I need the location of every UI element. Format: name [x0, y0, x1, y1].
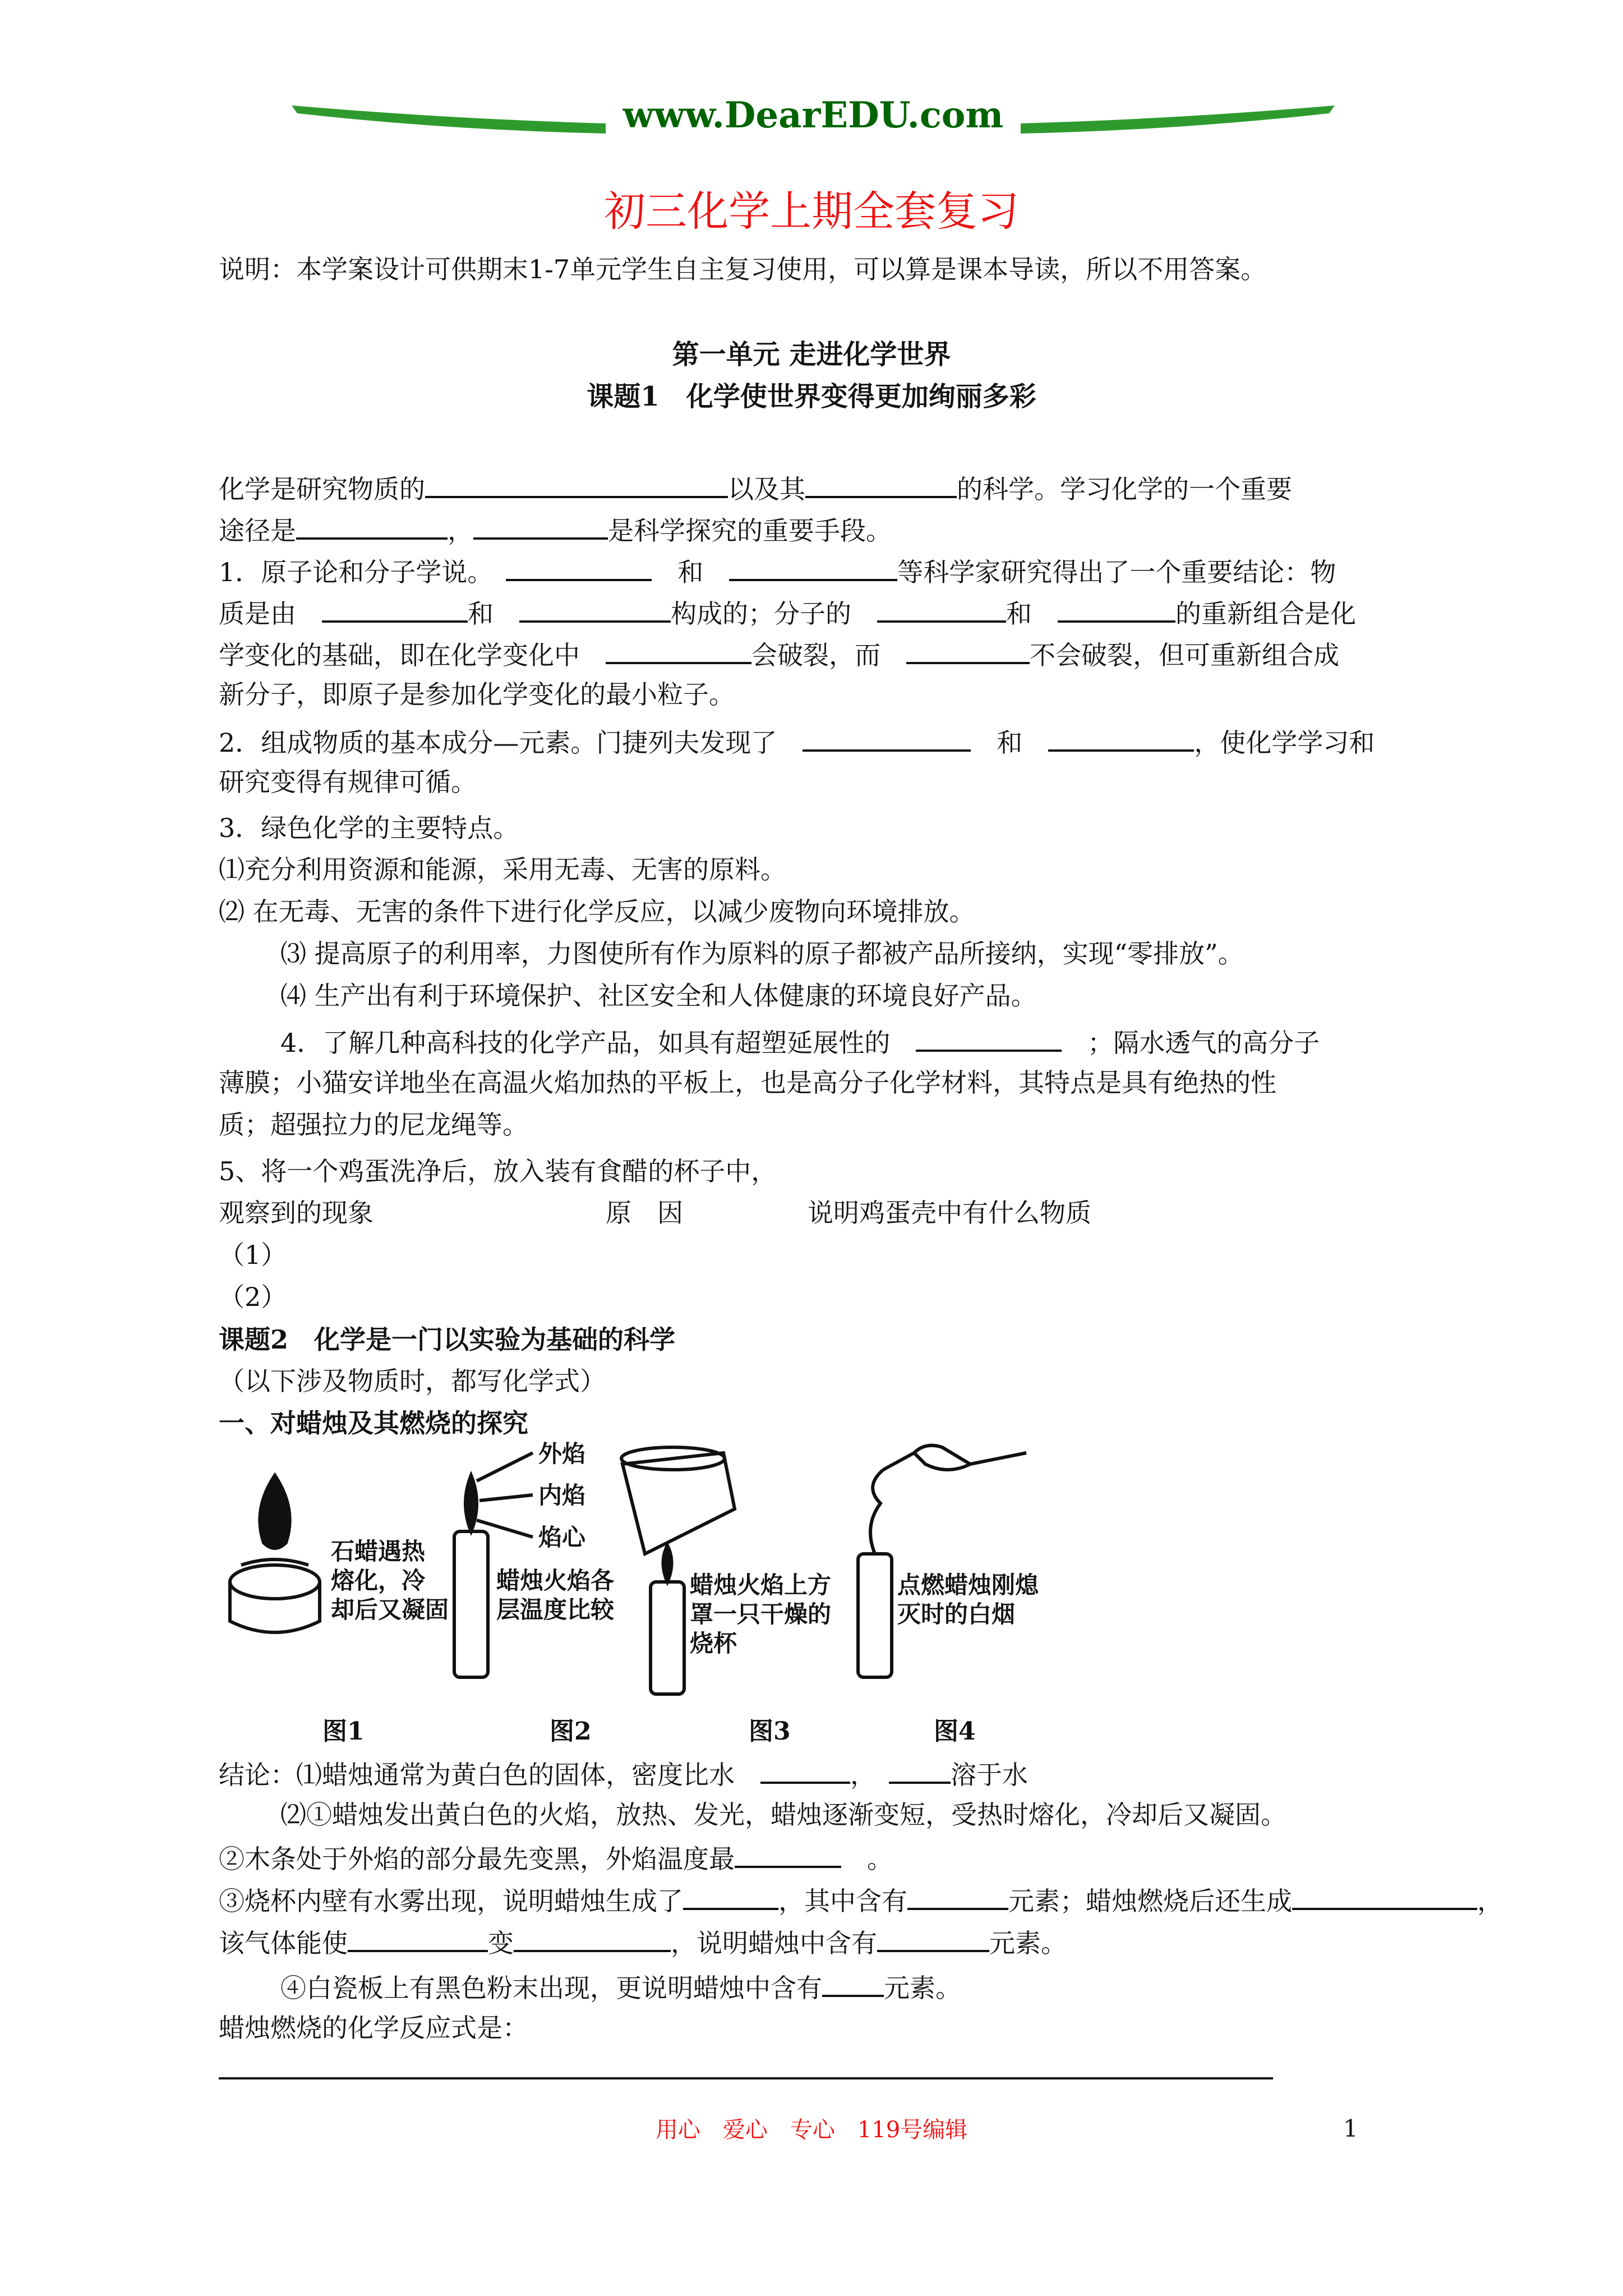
- paragraph-line: ⑶ 提高原子的利用率，力图使所有作为原料的原子都被产品所接纳，实现“零排放”。: [280, 938, 1244, 969]
- footer-text: 用心 爱心 专心 119号编辑: [655, 2117, 968, 2143]
- svg-text:层温度比较: 层温度比较: [496, 1596, 615, 1623]
- paragraph-line: 化学是研究物质的 以及其 的科学。学习化学的一个重要: [219, 470, 1292, 506]
- fill-blank[interactable]: [683, 1882, 778, 1910]
- paragraph-line: 该气体能使 变 ，说明蜡烛中含有 元素。: [219, 1924, 1067, 1960]
- paragraph-line: 薄膜；小猫安详地坐在高温火焰加热的平板上，也是高分子化学材料，其特点是具有绝热的性: [219, 1068, 1276, 1098]
- fig4-label: 点燃蜡烛刚熄: [897, 1571, 1039, 1599]
- table-header: 原 因: [606, 1198, 683, 1228]
- flame-outer-label: 外焰: [538, 1442, 586, 1467]
- unit-heading: 第一单元 走进化学世界: [672, 339, 951, 370]
- fill-blank[interactable]: [916, 1024, 1062, 1052]
- section-heading: 一、对蜡烛及其燃烧的探究: [219, 1408, 528, 1438]
- fill-blank[interactable]: [803, 724, 971, 752]
- fill-blank[interactable]: [425, 470, 728, 498]
- fig3-label: 蜡烛火焰上方: [690, 1571, 832, 1599]
- intro-text: 说明：本学案设计可供期末1-7单元学生自主复习使用，可以算是课本导读，所以不用答案。: [219, 254, 1267, 284]
- svg-text:罩一只干燥的: 罩一只干燥的: [690, 1600, 832, 1628]
- logo-text: www.DearEDU.com: [623, 94, 1004, 136]
- paragraph-line: 研究变得有规律可循。: [219, 767, 477, 797]
- fig1-label: 石蜡遇热: [331, 1538, 426, 1565]
- table-header: 观察到的现象: [219, 1198, 374, 1228]
- table-row: （2）: [219, 1282, 287, 1312]
- flame-inner-label: 内焰: [538, 1481, 586, 1509]
- fill-blank[interactable]: [907, 1882, 1008, 1910]
- fill-blank[interactable]: [805, 470, 957, 498]
- paragraph-line: 4．了解几种高科技的化学产品，如具有超塑延展性的 ；隔水透气的高分子: [280, 1024, 1320, 1060]
- paragraph-line: 蜡烛燃烧的化学反应式是：: [219, 2013, 528, 2043]
- fill-blank[interactable]: [606, 636, 751, 664]
- fill-blank[interactable]: [519, 595, 671, 623]
- paragraph-line: 途径是 ， 是科学探究的重要手段。: [219, 512, 892, 547]
- fill-blank[interactable]: [506, 553, 652, 581]
- fig-caption: 图2: [550, 1717, 592, 1746]
- header-logo: [292, 84, 1335, 157]
- flame-core-label: 焰心: [538, 1524, 586, 1551]
- fill-blank[interactable]: [296, 512, 448, 540]
- fill-blank[interactable]: [322, 595, 468, 623]
- answer-line[interactable]: [219, 2077, 1273, 2079]
- table-header: 说明鸡蛋壳中有什么物质: [808, 1198, 1091, 1228]
- paragraph-line: ④白瓷板上有黑色粉末出现，更说明蜡烛中含有 元素。: [280, 1969, 961, 2005]
- fill-blank[interactable]: [348, 1924, 488, 1952]
- paragraph-line: 2．组成物质的基本成分—元素。门捷列夫发现了 和 ，使化学学习和: [219, 724, 1375, 760]
- fill-blank[interactable]: [889, 1756, 951, 1784]
- paragraph-line: ⑵ 在无毒、无害的条件下进行化学反应，以减少废物向环境排放。: [219, 896, 975, 927]
- table-row: （1）: [219, 1240, 287, 1270]
- lesson1-heading: 课题1 化学使世界变得更加绚丽多彩: [587, 381, 1036, 412]
- paragraph-line: ⑵①蜡烛发出黄白色的火焰，放热、发光，蜡烛逐渐变短，受热时熔化，冷却后又凝固。: [280, 1800, 1287, 1830]
- page-number: 1: [1343, 2115, 1358, 2142]
- paragraph-line: 3．绿色化学的主要特点。: [219, 813, 519, 843]
- fill-blank[interactable]: [729, 553, 897, 581]
- fig-caption: 图1: [322, 1717, 365, 1746]
- fill-blank[interactable]: [735, 1840, 841, 1868]
- paragraph-line: 质；超强拉力的尼龙绳等。: [219, 1110, 528, 1140]
- paragraph-line: 1．原子论和分子学说。 和 等科学家研究得出了一个重要结论：物: [219, 553, 1336, 589]
- fill-blank[interactable]: [1292, 1882, 1477, 1910]
- fill-blank[interactable]: [877, 1924, 989, 1952]
- paragraph-line: ③烧杯内壁有水雾出现，说明蜡烛生成了 ，其中含有 元素；蜡烛燃烧后还生成 ，: [219, 1882, 1503, 1918]
- lesson2-heading: 课题2 化学是一门以实验为基础的科学: [219, 1324, 676, 1355]
- paragraph-line: 5、将一个鸡蛋洗净后，放入装有食醋的杯子中，: [219, 1156, 777, 1186]
- paragraph-line: ⑷ 生产出有利于环境保护、社区安全和人体健康的环境良好产品。: [280, 981, 1037, 1011]
- paragraph-line: 结论：⑴蜡烛通常为黄白色的固体，密度比水 ， 溶于水: [219, 1756, 1028, 1792]
- svg-text:灭时的白烟: 灭时的白烟: [897, 1600, 1016, 1628]
- fig2-label: 蜡烛火焰各: [496, 1567, 615, 1594]
- fill-blank[interactable]: [822, 1969, 884, 1997]
- fill-blank[interactable]: [473, 512, 608, 540]
- fill-blank[interactable]: [906, 636, 1030, 664]
- fill-blank[interactable]: [514, 1924, 671, 1952]
- paragraph-line: ⑴充分利用资源和能源，采用无毒、无害的原料。: [219, 854, 786, 885]
- fig-caption: 图4: [934, 1717, 976, 1746]
- svg-text:却后又凝固: 却后又凝固: [331, 1596, 449, 1623]
- svg-text:烧杯: 烧杯: [690, 1630, 737, 1657]
- fill-blank[interactable]: [1058, 595, 1175, 623]
- fig-caption: 图3: [749, 1717, 791, 1746]
- paragraph-line: 质是由 和 构成的；分子的 和 的重新组合是化: [219, 595, 1356, 631]
- fill-blank[interactable]: [877, 595, 1006, 623]
- page-title: 初三化学上期全套复习: [604, 187, 1019, 236]
- svg-text:熔化，冷: 熔化，冷: [331, 1567, 426, 1594]
- candle-drawing-icon: [219, 1442, 1060, 1722]
- paragraph-line: （以下涉及物质时，都写化学式）: [219, 1366, 606, 1396]
- paragraph-line: ②木条处于外焰的部分最先变黑，外焰温度最 。: [219, 1840, 893, 1876]
- fill-blank[interactable]: [760, 1756, 850, 1784]
- paragraph-line: 新分子，即原子是参加化学变化的最小粒子。: [219, 679, 735, 710]
- paragraph-line: 学变化的基础，即在化学变化中 会破裂，而 不会破裂，但可重新组合成: [219, 636, 1339, 672]
- fill-blank[interactable]: [1048, 724, 1194, 752]
- candle-figure: [219, 1442, 1060, 1722]
